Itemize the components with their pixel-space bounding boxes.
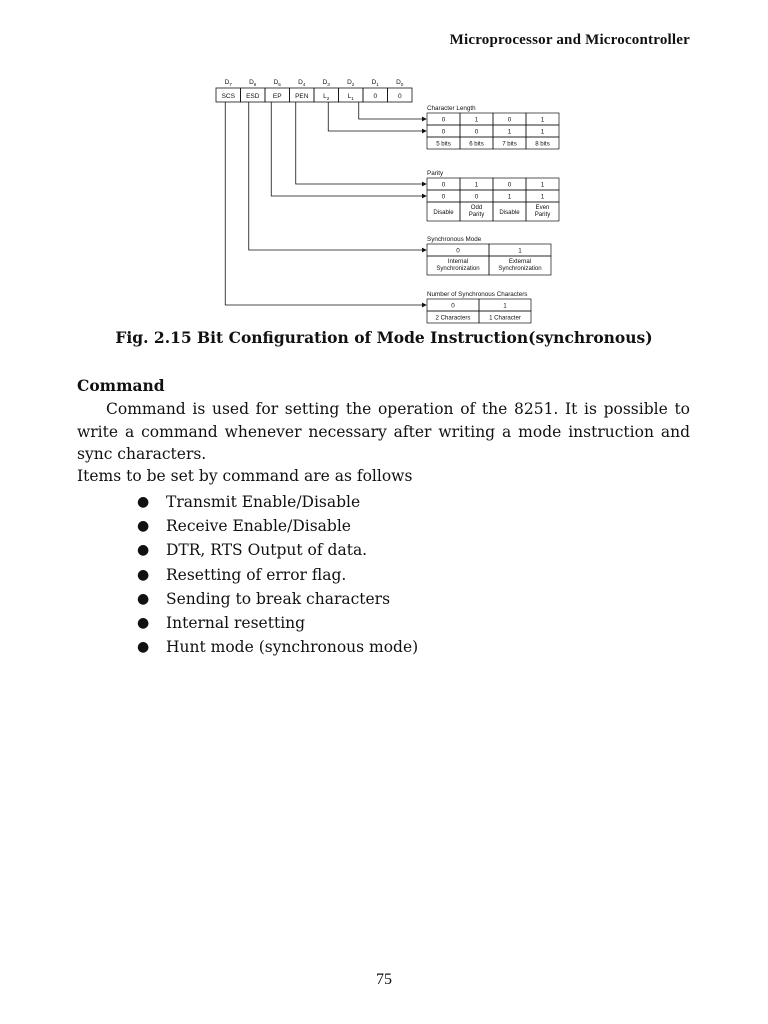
option-table-label: 8 bits xyxy=(535,140,550,148)
option-table-value: 0 xyxy=(456,247,460,255)
list-item xyxy=(137,491,418,515)
bit-position-label: $D_4$ xyxy=(298,79,306,87)
option-table-label: 1 Character xyxy=(489,314,521,322)
option-table-value: 1 xyxy=(518,247,522,255)
register-cell-label: 0 xyxy=(397,93,402,100)
list-item-text: Resetting of error flag. xyxy=(166,565,347,584)
list-item xyxy=(137,539,418,563)
bit-connector-lines xyxy=(225,102,426,305)
option-table-label: Synchronization xyxy=(436,265,480,272)
option-table-value: 0 xyxy=(441,181,446,189)
register-cell-label: 0 xyxy=(373,93,378,100)
mode-instruction-diagram xyxy=(0,0,768,330)
option-table-label: Parity xyxy=(468,211,485,218)
bit-position-label: $D_5$ xyxy=(273,79,281,87)
option-table-label: Disable xyxy=(433,208,454,216)
bullet-icon: ● xyxy=(137,494,150,510)
list-item-text: DTR, RTS Output of data. xyxy=(166,541,368,560)
option-table-label: 5 bits xyxy=(436,140,451,148)
bit-position-label: $D_7$ xyxy=(224,79,232,87)
option-table-value: 1 xyxy=(503,302,507,310)
option-table-value: 0 xyxy=(507,116,512,124)
option-table-value: 1 xyxy=(540,193,545,201)
option-table-value: 1 xyxy=(540,116,545,124)
connector-line xyxy=(328,102,426,131)
bullet-icon: ● xyxy=(137,518,150,535)
connector-line xyxy=(249,102,426,250)
bullet-icon: ● xyxy=(137,542,150,559)
option-table-title: Number of Synchronous Characters xyxy=(427,291,528,298)
register-cell-label: SCS xyxy=(221,93,235,100)
bit-position-label: $D_3$ xyxy=(322,79,330,87)
option-table-value: 1 xyxy=(507,193,512,201)
connector-line xyxy=(296,102,426,184)
list-item xyxy=(137,564,418,588)
option-table-value: 1 xyxy=(540,181,545,189)
option-table-value: 0 xyxy=(441,193,446,201)
option-table-title: Synchronous Mode xyxy=(427,236,482,243)
option-table-label: 7 bits xyxy=(502,140,517,148)
register-cell-label: PEN xyxy=(295,93,309,100)
connector-line xyxy=(271,102,426,196)
option-table-value: 1 xyxy=(540,128,545,136)
bit-position-label: $D_1$ xyxy=(371,79,379,87)
option-table-label: Parity xyxy=(534,211,551,218)
connector-line xyxy=(359,102,426,119)
register-row xyxy=(216,79,412,102)
option-table-label: Disable xyxy=(499,208,520,216)
page-number: 75 xyxy=(376,971,392,988)
figure-caption: Fig. 2.15 Bit Configuration of Mode Instruction(synchronous) xyxy=(115,328,653,347)
register-cell-label: $L_2$ xyxy=(323,93,330,101)
option-table-value: 0 xyxy=(474,193,479,201)
option-table-title: Character Length xyxy=(427,105,476,112)
register-cell-label: ESD xyxy=(246,93,260,100)
bullet-icon: ● xyxy=(137,614,150,631)
option-table-title: Parity xyxy=(427,170,444,177)
list-item xyxy=(137,636,418,660)
list-item-text: Transmit Enable/Disable xyxy=(166,493,361,511)
option-table-label: Odd xyxy=(470,204,483,211)
list-item-text: Sending to break characters xyxy=(166,589,391,608)
option-table-value: 0 xyxy=(441,128,446,136)
option-table-value: 1 xyxy=(474,181,479,189)
bullet-icon: ● xyxy=(137,566,150,583)
list-item xyxy=(137,515,418,539)
option-tables xyxy=(427,105,559,323)
section-heading: Command xyxy=(77,376,165,395)
bit-position-label: $D_0$ xyxy=(396,79,404,87)
items-intro: Items to be set by command are as follows xyxy=(77,467,413,485)
register-cell-label: EP xyxy=(272,93,282,100)
option-table-label: Synchronization xyxy=(498,265,542,272)
option-table-value: 0 xyxy=(507,181,512,189)
option-table-value: 0 xyxy=(441,116,446,124)
option-table-value: 1 xyxy=(507,128,512,136)
list-item xyxy=(137,588,418,612)
option-table-label: 2 Characters xyxy=(435,314,471,322)
body-paragraph: Command is used for setting the operation of the 8251. It is possible to write a command whenever necessary after writing a mode instruction and sync characters. xyxy=(77,400,690,463)
command-items-list xyxy=(137,491,418,660)
connector-line xyxy=(225,102,426,305)
option-table-label: External xyxy=(508,258,532,265)
running-header: Microprocessor and Microcontroller xyxy=(449,32,690,48)
option-table-label: Internal xyxy=(447,258,469,265)
option-table-value: 0 xyxy=(474,128,479,136)
list-item-text: Receive Enable/Disable xyxy=(166,517,351,536)
option-table-label: 6 bits xyxy=(469,140,484,148)
option-table-value: 0 xyxy=(451,302,455,310)
list-item xyxy=(137,612,418,636)
bit-position-label: $D_6$ xyxy=(249,79,257,87)
list-item-text: Internal resetting xyxy=(166,613,306,632)
option-table-label: Even xyxy=(535,204,550,211)
bullet-icon: ● xyxy=(137,639,150,656)
bullet-icon: ● xyxy=(137,590,150,607)
list-item-text: Hunt mode (synchronous mode) xyxy=(166,638,419,657)
option-table-value: 1 xyxy=(474,116,479,124)
bit-position-label: $D_2$ xyxy=(347,79,355,87)
register-cell-label: $L_1$ xyxy=(347,93,354,101)
